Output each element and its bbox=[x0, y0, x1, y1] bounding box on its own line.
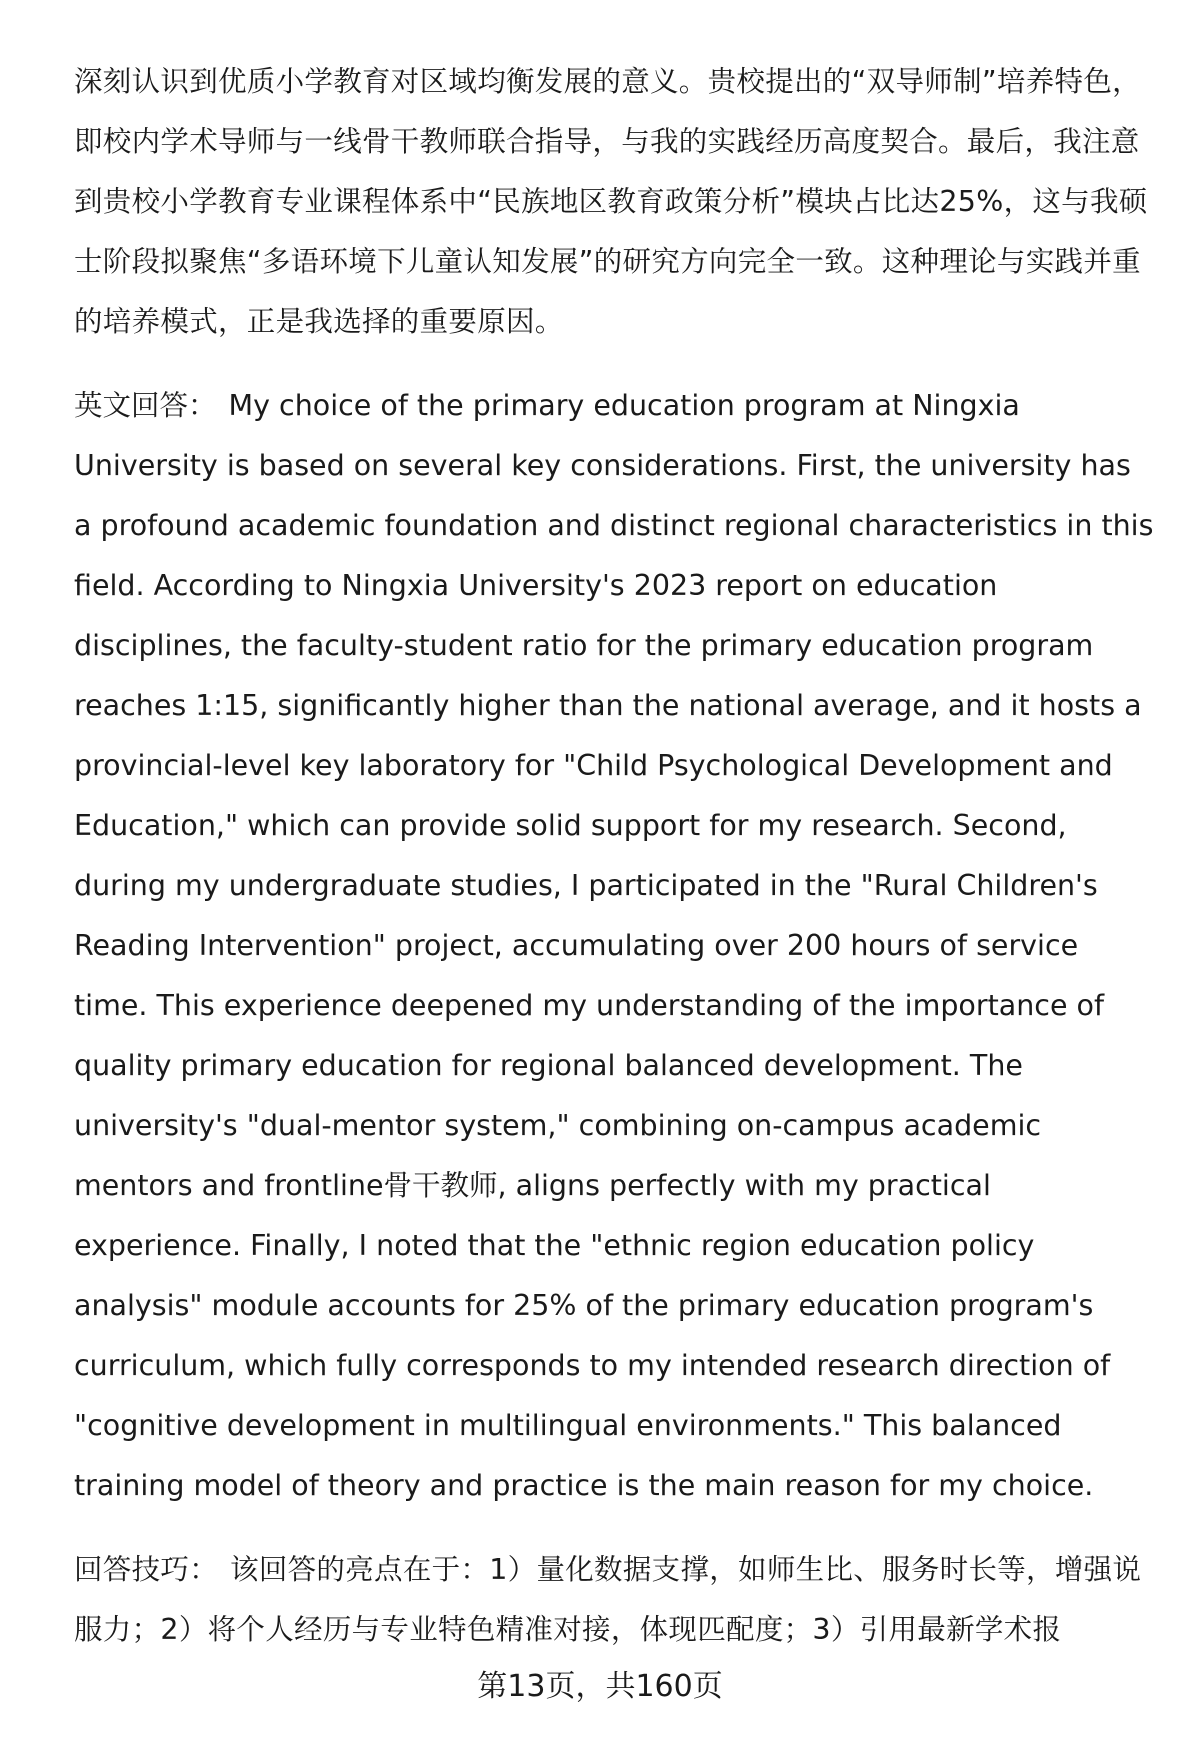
document-page bbox=[74, 52, 1154, 1660]
answer-tips-text: 该回答的亮点在于：1）量化数据支撑，如师生比、服务时长等，增强说服力；2）将个人经历与专业特色精准对接，体现匹配度；3）引用最新学术报 bbox=[74, 1553, 1142, 1646]
answer-tips-label: 回答技巧： bbox=[74, 1553, 219, 1586]
paragraph-continuation: 深刻认识到优质小学教育对区域均衡发展的意义。贵校提出的“双导师制”培养特色，即校内学术导师与一线骨干教师联合指导，与我的实践经历高度契合。最后，我注意到贵校小学教育专业课程体系中“民族地区教育政策分析”模块占比达25%，这与我硕士阶段拟聚焦“多语环境下儿童认知发展”的研究方向完全一致。这种理论与实践并重的培养模式，正是我选择的重要原因。 bbox=[74, 65, 1148, 338]
english-answer-paragraph bbox=[74, 376, 1154, 1516]
english-answer-label: 英文回答： bbox=[74, 389, 217, 422]
page-number-footer: 第13页，共160页 bbox=[477, 1669, 723, 1704]
background-watermark: ​ bbox=[574, 840, 686, 974]
answer-tips-paragraph bbox=[74, 1540, 1154, 1660]
english-answer-text: My choice of the primary education program at Ningxia University is based on several key considerations. First, the university has a profound academic foundation and distinct regional characteristics in this field. According to Ningxia University's 2023 report on education disciplines, the faculty-student ratio for the primary education program reaches 1:15, significantly higher than the national average, and it hosts a provincial-level key laboratory for "Child Psychological Development and Education," which can provide solid support for my research. Second, during my undergraduate studies, I participated in the "Rural Children's Reading Intervention" project, accumulating over 200 hours of service time. This experience deepened my understanding of the importance of quality primary education for regional balanced development. The university's "dual-mentor system," combining on-campus academic mentors and frontline骨干教师, aligns perfectly with my practical experience. Finally, I noted that the "ethnic region education policy analysis" module accounts for 25% of the primary education program's curriculum, which fully corresponds to my intended research direction of "cognitive development in multilingual environments." This balanced training model of theory and practice is the main reason for my choice. bbox=[74, 389, 1154, 1502]
